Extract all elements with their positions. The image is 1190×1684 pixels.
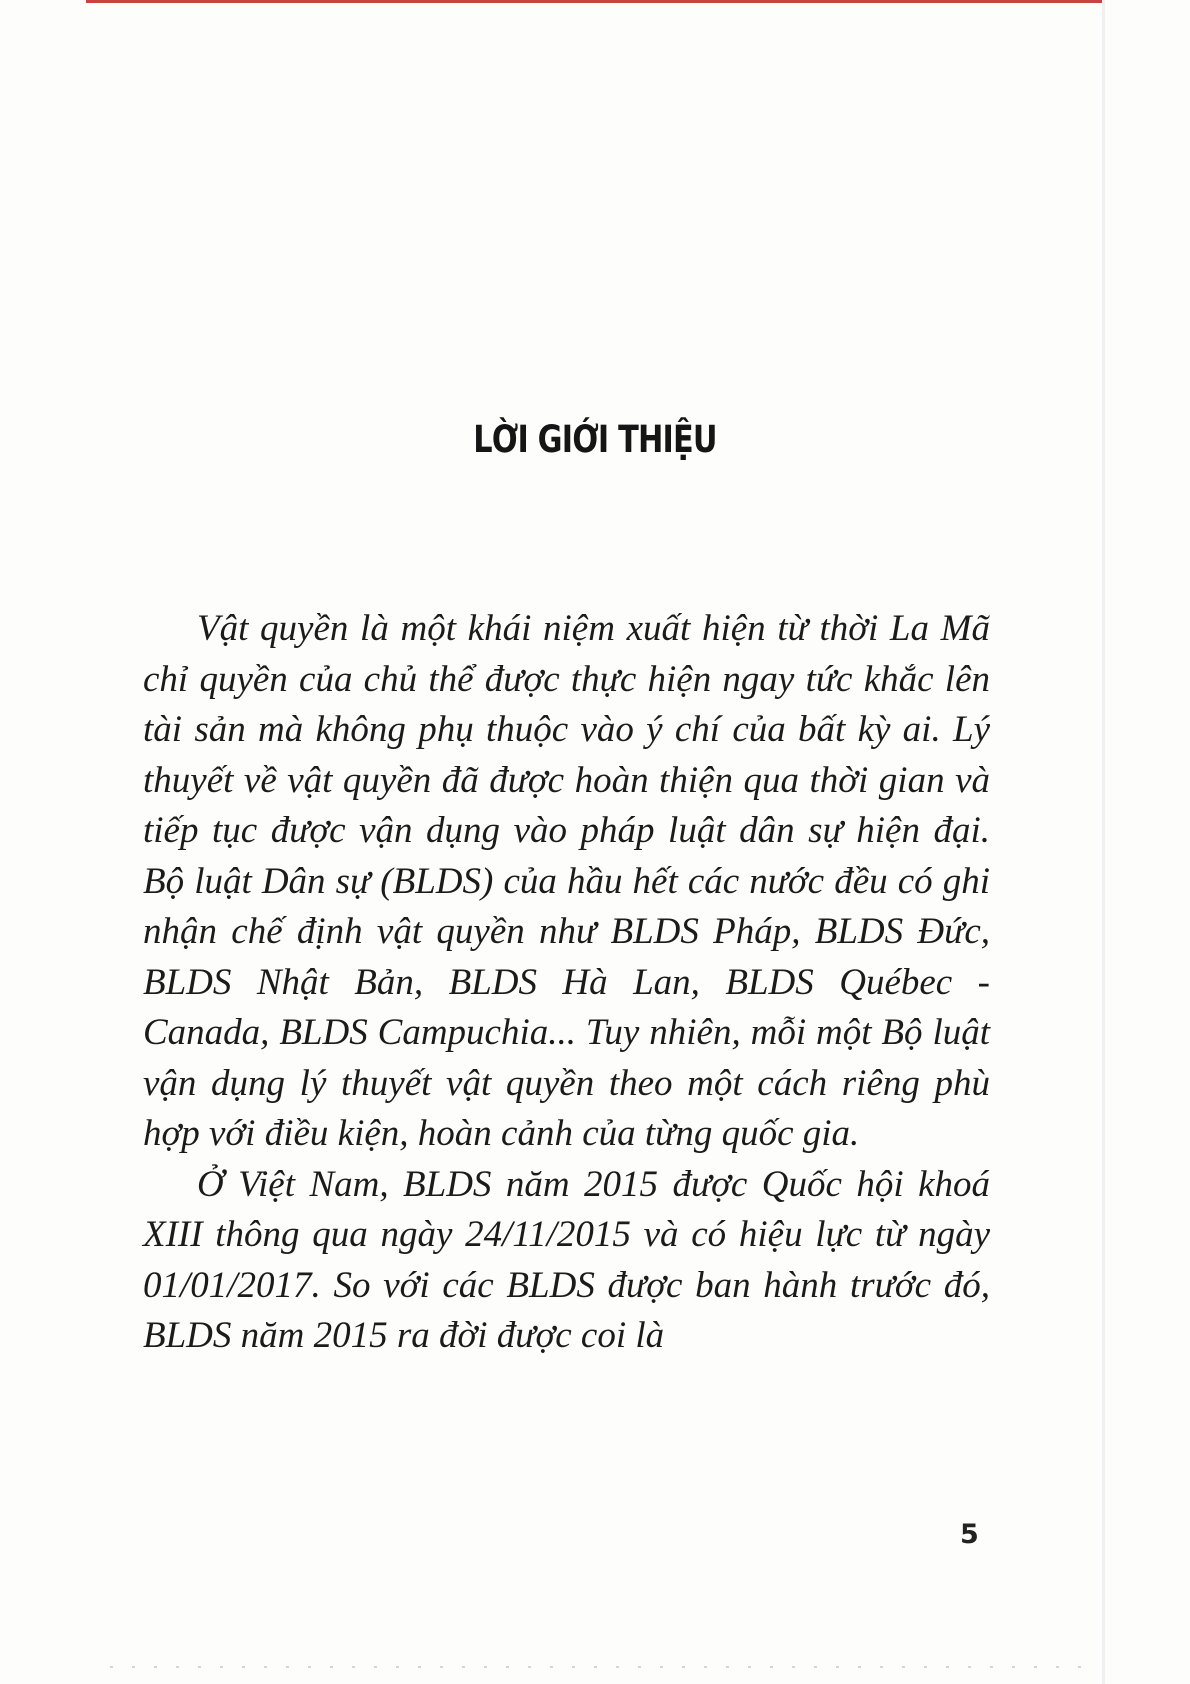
page-number: 5 — [960, 1519, 979, 1550]
top-edge-rule — [86, 0, 1104, 3]
page-right-edge — [1102, 0, 1105, 1684]
page-bottom-edge — [110, 1666, 1100, 1668]
page-heading: LỜI GIỚI THIỆU — [473, 418, 717, 461]
paragraph-1: Vật quyền là một khái niệm xuất hiện từ thời La Mã chỉ quyền của chủ thể được thực hiện ngay tức khắc lên tài sản mà không phụ thuộc vào ý chí của bất kỳ ai. Lý thuyết về vật quyền đã được hoàn thiện qua thời gian và tiếp tục được vận dụng vào pháp luật dân sự hiện đại. Bộ luật Dân sự (BLDS) của hầu hết các nước đều có ghi nhận chế định vật quyền như BLDS Pháp, BLDS Đức, BLDS Nhật Bản, BLDS Hà Lan, BLDS Québec - Canada, BLDS Campuchia... Tuy nhiên, mỗi một Bộ luật vận dụng lý thuyết vật quyền theo một cách riêng phù hợp với điều kiện, hoàn cảnh của từng quốc gia. — [143, 608, 990, 1154]
body-text — [143, 604, 990, 1362]
paragraph-2: Ở Việt Nam, BLDS năm 2015 được Quốc hội khoá XIII thông qua ngày 24/11/2015 và có hiệu lực từ ngày 01/01/2017. So với các BLDS được ban hành trước đó, BLDS năm 2015 ra đời được coi là — [143, 1163, 990, 1356]
